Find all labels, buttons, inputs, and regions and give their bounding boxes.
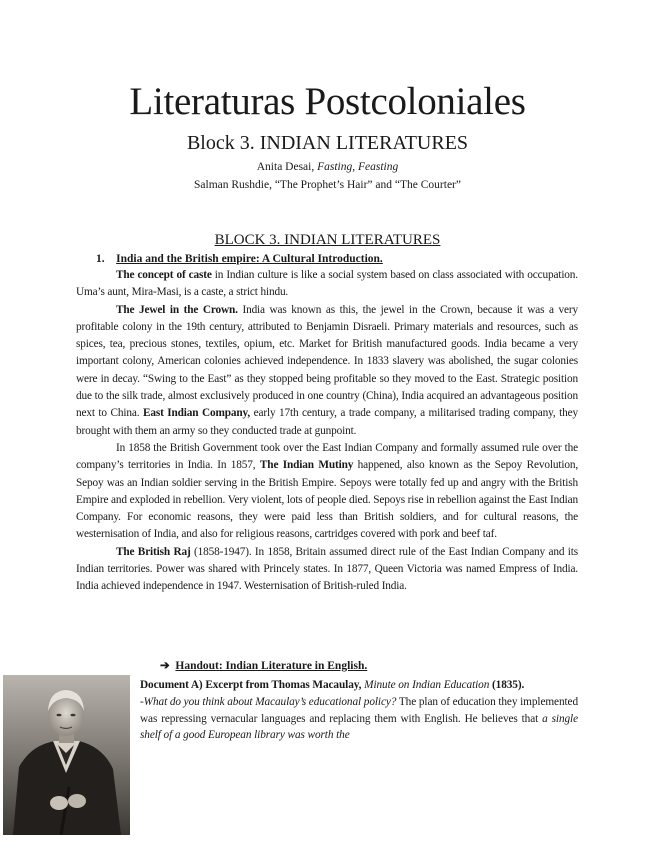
paragraph-jewel-text-2: early 17th century, a trade company, a militarised trading company, they brought with them an army so they conducted trade at gunpoint. <box>76 407 578 437</box>
paragraph-mutiny-text-2: happened, also known as the Sepoy Revolution, Sepoy was an Indian soldier serving in the British Empire. Sepoys were totally fed up and angry with the British Empire and exploded in rebellion. Very violent, lots of people died. Sepoys rise in rebellion against the East Indian Company. For economic reasons, they were paid less than British soldiers, and for cultural reasons, the westernisation of India, and also for religious reasons, cartridges covered with pork and beef taf. <box>76 459 578 541</box>
page-title: Literaturas Postcoloniales <box>129 80 526 123</box>
document-a-year: (1835). <box>491 679 525 691</box>
handout-title: Handout: Indian Literature in English. <box>175 660 368 672</box>
document-a-body <box>140 694 578 744</box>
author-line-desai <box>0 160 655 175</box>
work-title: Fasting, Feasting <box>317 161 399 173</box>
author-line-rushdie: Salman Rushdie, “The Prophet’s Hair” and “The Courter” <box>194 179 461 191</box>
document-a-work: Minute on Indian Education <box>364 679 490 691</box>
term-caste: The concept of caste <box>116 269 212 281</box>
paragraph-raj <box>76 544 578 596</box>
paragraph-raj-text: (1858-1947). In 1858, Britain assumed direct rule of the East Indian Company and its Indian territories. Power was shared with Princely states. In 1877, Queen Victoria was named Empress of India. India achieved independence in 1947. Westernisation of British-ruled India. <box>76 545 578 593</box>
subsection-title: India and the British empire: A Cultural Introduction. <box>116 253 383 265</box>
author-name: Anita Desai, <box>256 161 318 173</box>
document-a-question: -What do you think about Macaulay’s educational policy? <box>140 695 397 708</box>
document-a-quote: a single shelf of a good European library was worth the <box>140 712 578 742</box>
term-indian-mutiny: The Indian Mutiny <box>259 459 354 472</box>
paragraph-jewel <box>76 302 578 440</box>
term-east-indian-company: East Indian Company, <box>142 407 251 420</box>
subsection-heading <box>96 252 383 267</box>
document-a-heading <box>140 677 578 694</box>
paragraph-mutiny <box>76 440 578 544</box>
macaulay-portrait <box>3 675 130 835</box>
body-text <box>76 267 578 596</box>
document-a-title: Document A) Excerpt from Thomas Macaulay, <box>140 679 362 691</box>
block-title: Block 3. INDIAN LITERATURES <box>186 132 469 154</box>
subsection-number: 1. <box>96 253 105 265</box>
term-jewel: The Jewel in the Crown. <box>116 303 238 316</box>
paragraph-caste <box>76 267 578 302</box>
paragraph-mutiny-text: In 1858 the British Government took over the East Indian Company and formally assumed rule over the company’s territories in India. In 1857, <box>76 441 578 472</box>
arrow-right-icon: ➔ <box>160 660 170 672</box>
paragraph-jewel-text: India was known as this, the jewel in the Crown, because it was a very profitable colony in the 19th century, attributed to Benjamin Disraeli. Primary materials and resources, such as spices, tea, precious stones, textiles, opium, etc. Market for British manufactured goods. India became a very important colony, American colonies achieved independence. In 1833 slavery was abolished, the sugar colonies were in decay. “Swing to the East” as they stopped being profitable so they moved to the East. Strategic position due to the silk trade, almost exclusively produced in one country (China), India acquired an advantageous position next to China. <box>76 303 579 420</box>
handout-heading <box>160 659 367 674</box>
term-british-raj: The British Raj <box>116 545 191 558</box>
document-a-text: The plan of education they implemented was repressing vernacular languages and replacing them with English. He believes that <box>140 695 579 725</box>
paragraph-caste-text: in Indian culture is like a social system based on class associated with occupation. Uma’s aunt, Mira-Masi, is a caste, a strict hindu. <box>76 269 578 299</box>
section-heading: BLOCK 3. INDIAN LITERATURES <box>214 232 441 248</box>
document-a <box>140 677 578 744</box>
